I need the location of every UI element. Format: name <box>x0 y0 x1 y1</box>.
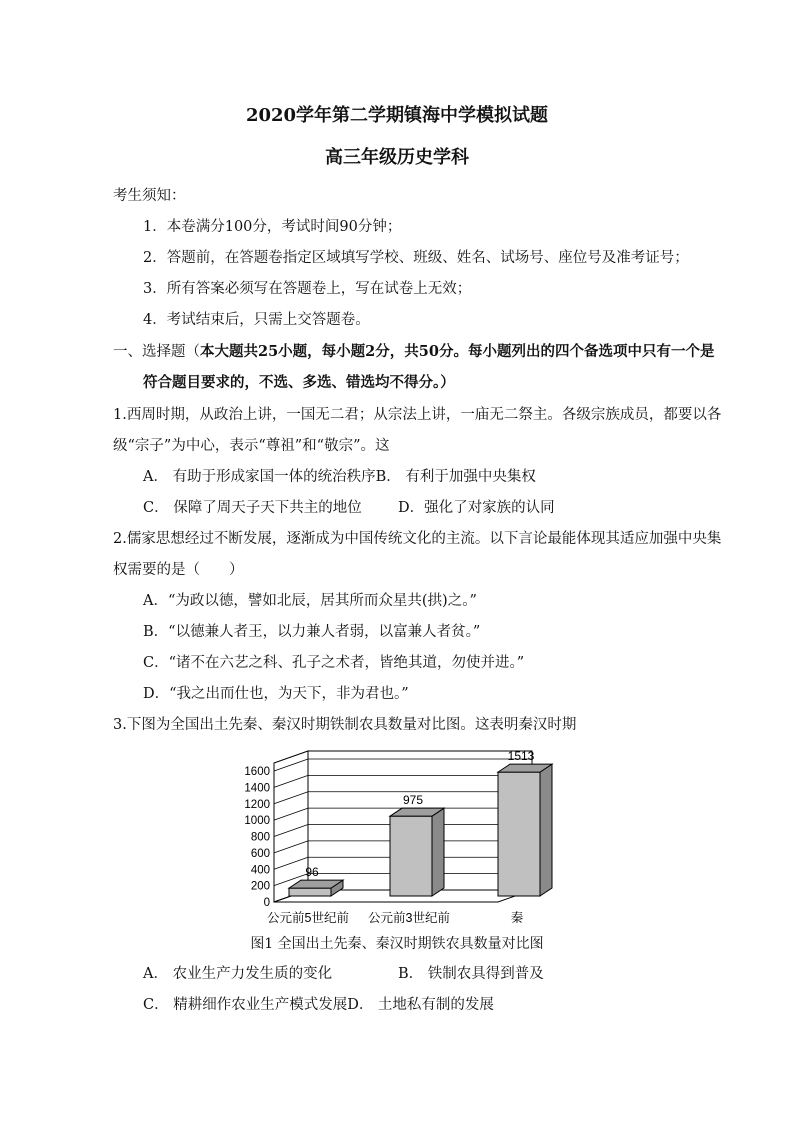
q2-option: D．“我之出而仕也，为天下，非为君也。” <box>143 686 409 702</box>
notice-heading: 考生须知： <box>113 188 186 204</box>
section-heading <box>113 342 714 362</box>
q3-option: A． 农业生产力发生质的变化 <box>143 966 333 982</box>
y-tick-label: 800 <box>250 831 270 844</box>
figure-caption: 图1 全国出土先秦、秦汉时期铁农具数量对比图 <box>250 936 544 952</box>
section-rules-line2: 符合题目要求的，不选、多选、错选均不得分。） <box>143 374 455 391</box>
bar-value-label: 1513 <box>507 749 535 764</box>
q1-option: D．强化了对家族的认同 <box>398 500 555 516</box>
q2-stem: 权需要的是（ ） <box>113 562 244 578</box>
q1-option: A． 有助于形成家国一体的统治秩序B． 有利于加强中央集权 <box>143 469 536 485</box>
y-tick-label: 1600 <box>244 766 270 778</box>
notice-item: 1．本卷满分100分，考试时间90分钟； <box>143 219 402 235</box>
x-category-label: 公元前5世纪前 <box>267 911 349 925</box>
x-category-label: 公元前3世纪前 <box>368 911 450 925</box>
y-tick-label: 1200 <box>244 798 270 811</box>
bar-value-label: 975 <box>402 793 424 808</box>
section-rules: 本大题共25小题，每小题2分，共50分。每小题列出的四个备选项中只有一个是 <box>200 343 715 360</box>
bar-front <box>390 816 432 896</box>
y-tick-label: 200 <box>250 880 270 893</box>
x-category-label: 秦 <box>510 911 524 925</box>
bar-side <box>432 808 444 896</box>
y-tick-label: 0 <box>263 897 270 909</box>
y-tick-label: 1400 <box>244 782 270 795</box>
notice-item: 3．所有答案必须写在答题卷上，写在试卷上无效； <box>143 281 472 297</box>
q1-stem: 1.西周时期，从政治上讲，一国无二君；从宗法上讲，一庙无二祭主。各级宗族成员，都要以各 <box>113 407 722 423</box>
bar-value-label: 96 <box>305 865 319 880</box>
y-tick-label: 400 <box>250 864 270 877</box>
y-tick-label: 600 <box>250 847 270 860</box>
q2-option: B．“以德兼人者王，以力兼人者弱，以富兼人者贫。” <box>143 624 481 640</box>
exam-subtitle: 高三年级历史学科 <box>325 147 469 168</box>
exam-title: 2020学年第二学期镇海中学模拟试题 <box>245 105 549 126</box>
section-label: 一、选择题（ <box>113 344 200 360</box>
bar-front <box>498 772 540 896</box>
q3-option: B． 铁制农具得到普及 <box>398 966 544 982</box>
iron-tools-bar-chart <box>228 738 588 928</box>
bar-side <box>540 764 552 896</box>
q1-stem: 级“宗子”为中心，表示“尊祖”和“敬宗”。这 <box>113 438 390 454</box>
notice-item: 2．答题前，在答题卷指定区域填写学校、班级、姓名、试场号、座位号及准考证号； <box>143 250 689 266</box>
y-tick-label: 1000 <box>244 815 270 828</box>
bar-front <box>289 888 331 896</box>
q2-stem: 2.儒家思想经过不断发展，逐渐成为中国传统文化的主流。以下言论最能体现其适应加强中央集 <box>113 531 722 547</box>
q2-option: A．“为政以德，譬如北辰，居其所而众星共(拱)之。” <box>143 593 477 609</box>
notice-item: 4．考试结束后，只需上交答题卷。 <box>143 312 370 328</box>
q2-option: C．“诸不在六艺之科、孔子之术者，皆绝其道，勿使并进。” <box>143 655 525 671</box>
q3-option: C． 精耕细作农业生产模式发展D． 土地私有制的发展 <box>143 997 494 1013</box>
q1-option: C． 保障了周天子天下共主的地位 <box>143 500 362 516</box>
q3-stem: 3.下图为全国出土先秦、秦汉时期铁制农具数量对比图。这表明秦汉时期 <box>113 717 577 733</box>
